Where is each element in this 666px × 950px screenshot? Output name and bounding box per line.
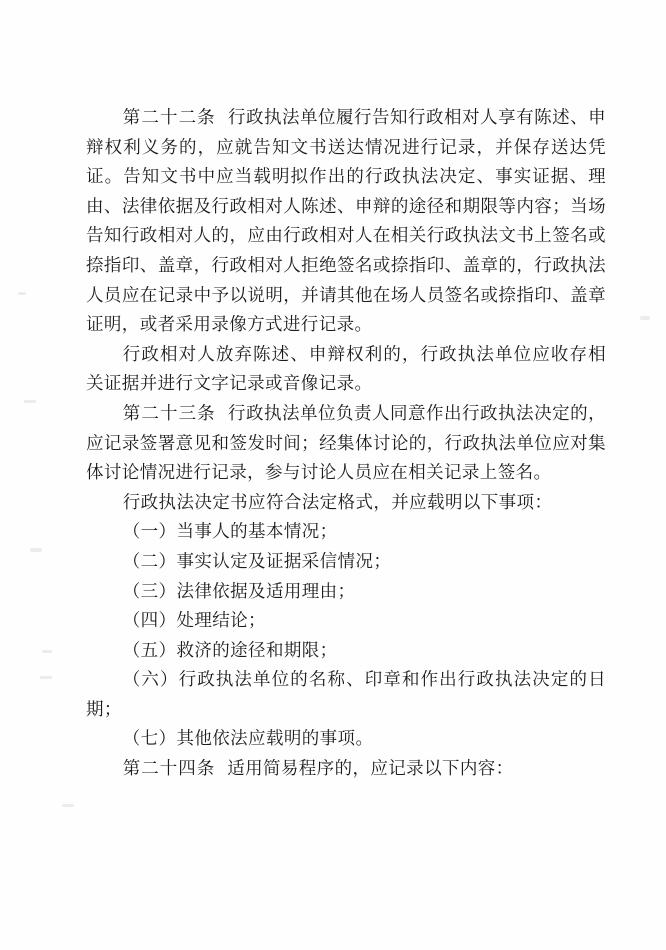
show-through-mark <box>24 400 36 403</box>
article-22-paragraph <box>86 104 606 341</box>
article-text: 适用简易程序的，应记录以下内容： <box>227 759 514 780</box>
list-item: （三）法律依据及适用理由； <box>122 581 356 602</box>
article-23-paragraph-2 <box>86 489 606 519</box>
list-item: （二）事实认定及证据采信情况； <box>122 551 392 572</box>
article-text: 行政执法单位履行告知行政相对人享有陈述、申辩权利义务的，应就告知文书送达情况进行记录，并保存送达凭证。告知文书中应当载明拟作出的行政执法决定、事实证据、理由、法律依据及行政相对人陈述、申辩的途径和期限等内容；当场告知行政相对人的，应由行政相对人在相关行政执法文书上签名或捺指印、盖章，行政相对人拒绝签名或捺指印、盖章的，行政执法人员应在记录中予以说明，并请其他在场人员签名或捺指印、盖章证明，或者采用录像方式进行记录。 <box>86 108 607 336</box>
article-23-paragraph <box>86 400 606 489</box>
article-22-paragraph-2 <box>86 341 606 400</box>
show-through-mark <box>18 292 26 295</box>
paragraph-text: 行政相对人放弃陈述、申辩权利的，行政执法单位应收存相关证据并进行文字记录或音像记录。 <box>86 344 606 395</box>
list-item: （五）救济的途径和期限； <box>122 640 338 661</box>
show-through-mark <box>62 804 74 807</box>
article-text: 行政执法单位负责人同意作出行政执法决定的，应记录签署意见和签发时间；经集体讨论的，行政执法单位应对集体讨论情况进行记录，参与讨论人员应在相关记录上签名。 <box>86 403 607 484</box>
show-through-mark <box>30 548 42 552</box>
show-through-mark <box>40 676 52 679</box>
article-label: 第二十二条 <box>122 108 216 128</box>
show-through-mark <box>640 316 650 320</box>
article-label: 第二十三条 <box>122 403 216 424</box>
list-item: （四）处理结论； <box>122 611 266 632</box>
paragraph-text: 行政执法决定书应符合法定格式，并应载明以下事项： <box>122 492 553 513</box>
document-body <box>86 104 606 785</box>
show-through-mark <box>42 650 52 653</box>
article-label: 第二十四条 <box>122 759 216 780</box>
list-item: （六）行政执法单位的名称、印章和作出行政执法决定的日期； <box>86 670 606 720</box>
list-item: （七）其他依法应载明的事项。 <box>122 729 374 750</box>
article-24-paragraph <box>86 755 606 785</box>
list-item: （一）当事人的基本情况； <box>122 522 338 543</box>
